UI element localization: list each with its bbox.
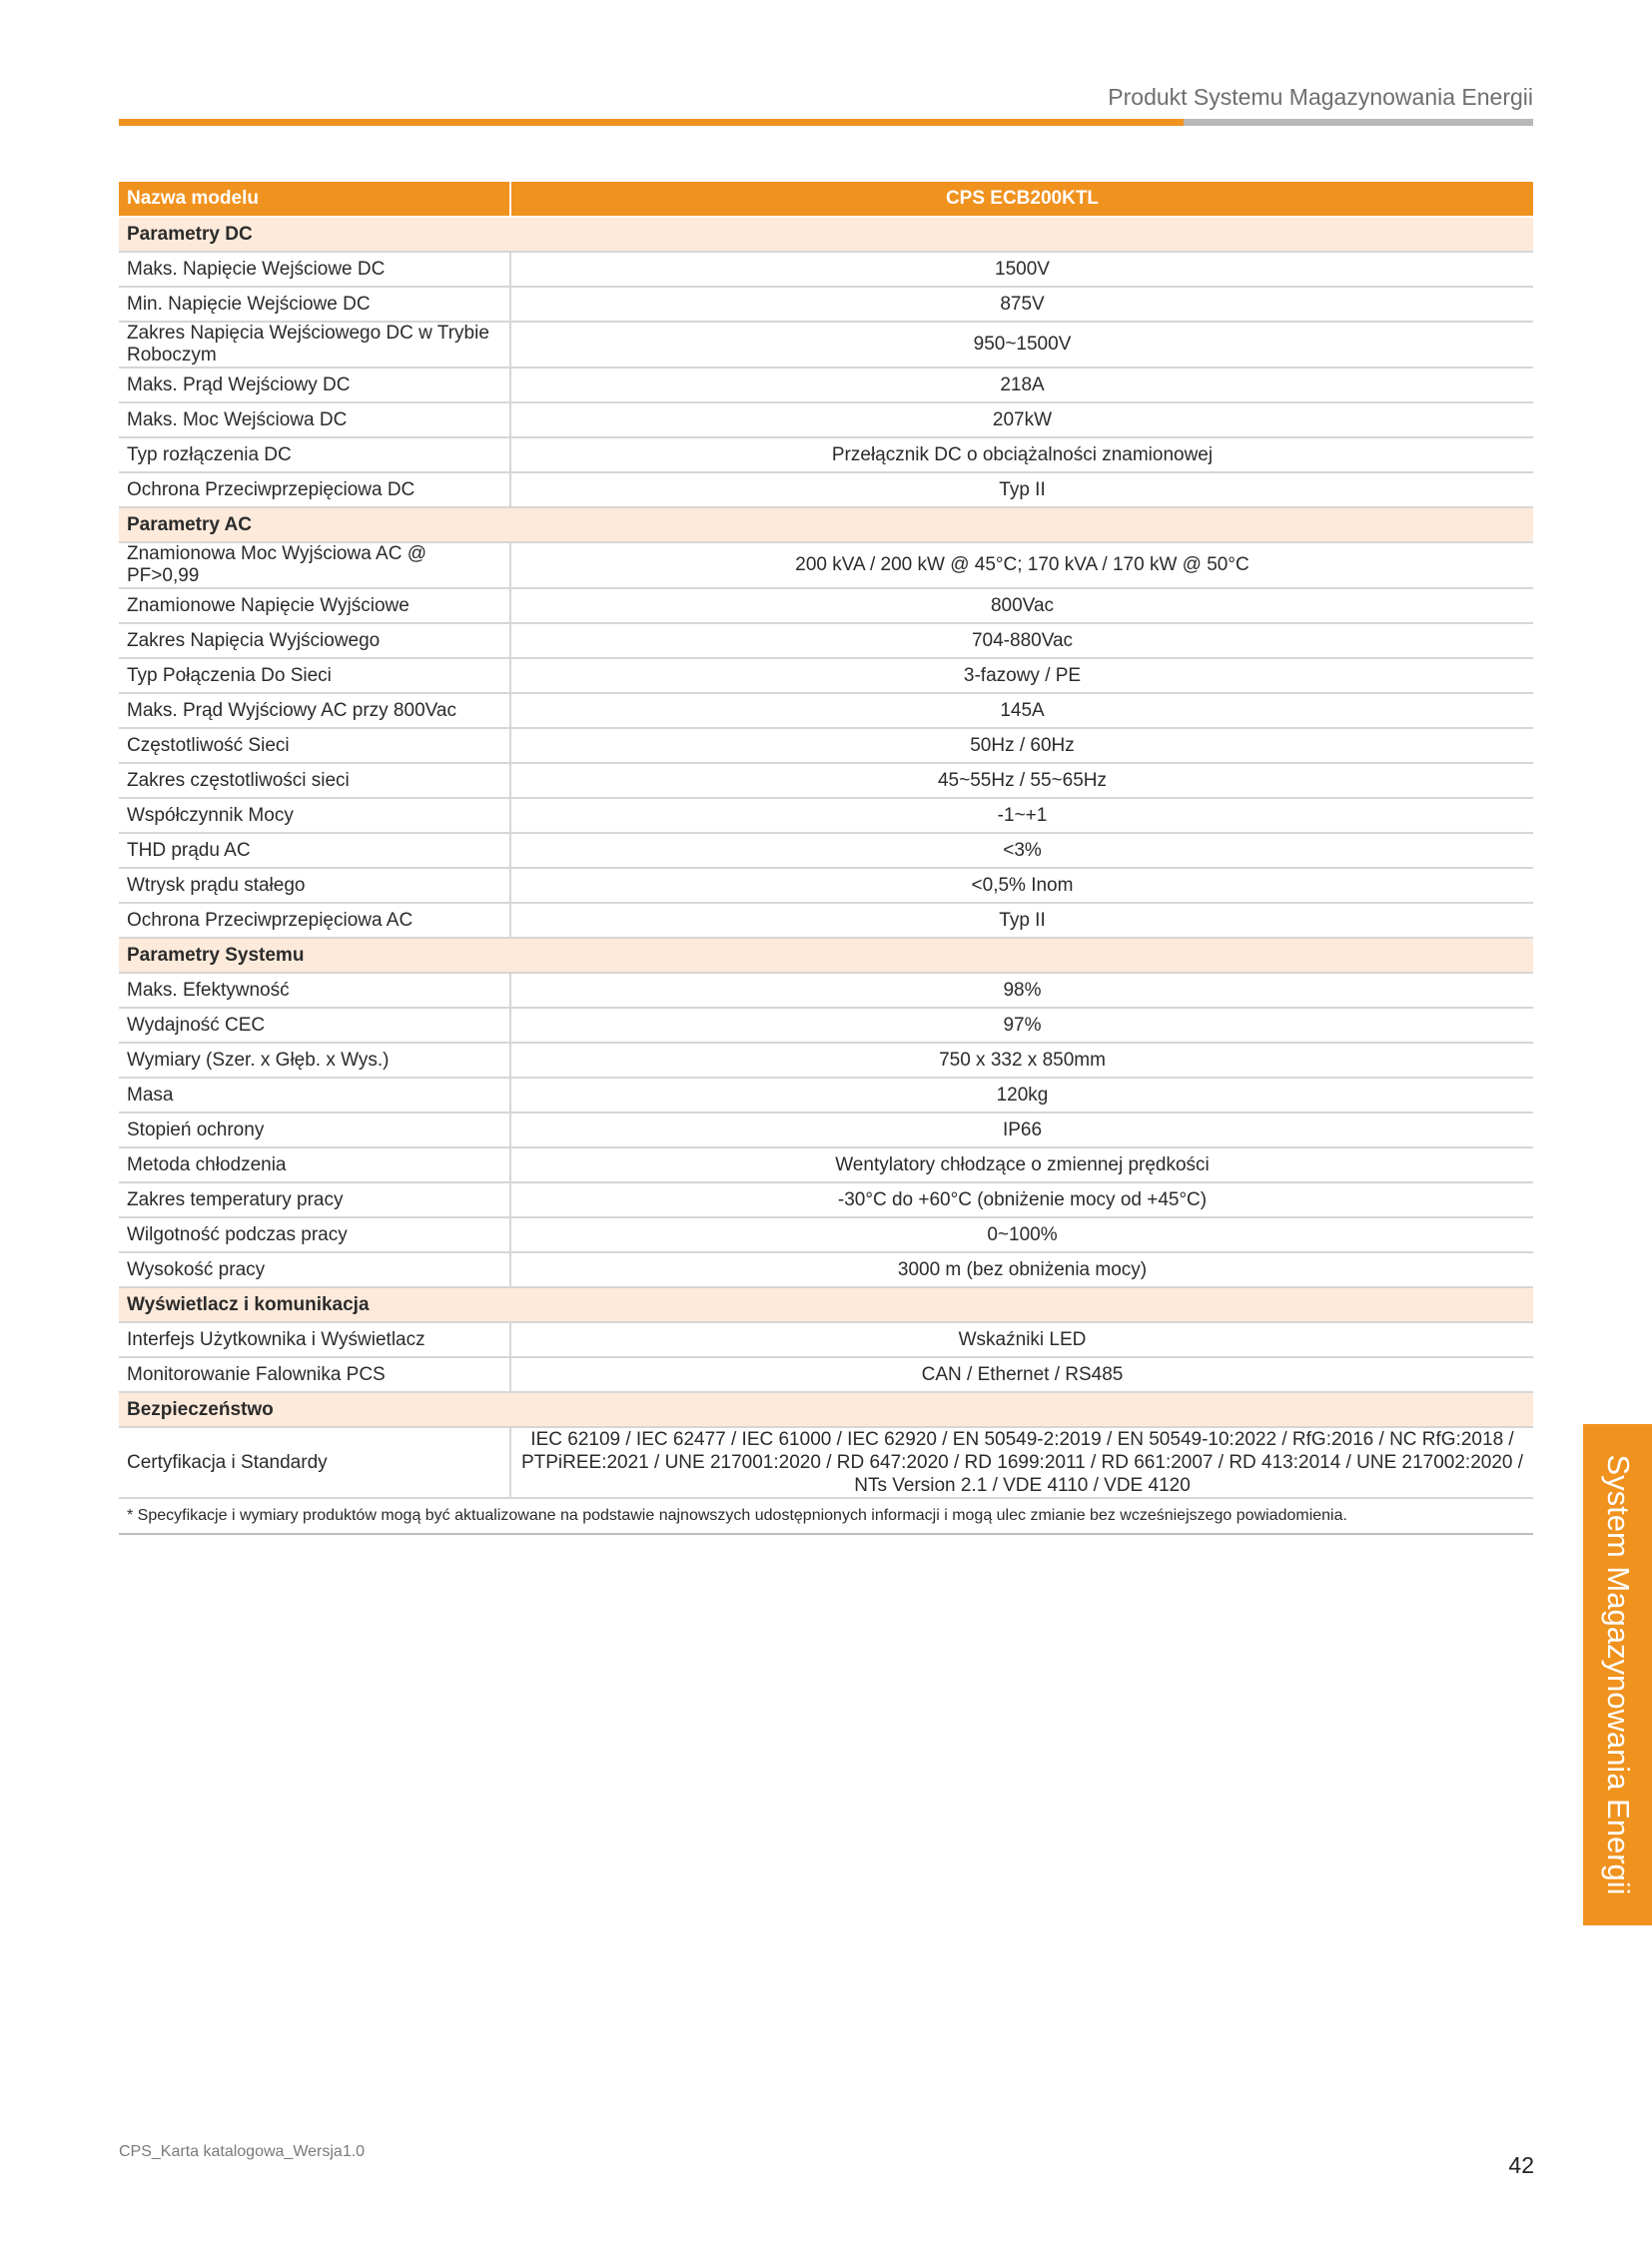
param-value: 3-fazowy / PE bbox=[510, 658, 1533, 693]
param-label: Typ Połączenia Do Sieci bbox=[119, 658, 510, 693]
table-row bbox=[119, 1322, 1533, 1357]
section-header-row bbox=[119, 1392, 1533, 1427]
param-label: Wtrysk prądu stałego bbox=[119, 868, 510, 903]
header-divider bbox=[119, 119, 1533, 126]
param-label: Częstotliwość Sieci bbox=[119, 728, 510, 763]
table-row bbox=[119, 1182, 1533, 1217]
param-value: 0~100% bbox=[510, 1217, 1533, 1252]
param-value: -30°C do +60°C (obniżenie mocy od +45°C) bbox=[510, 1182, 1533, 1217]
table-row bbox=[119, 763, 1533, 798]
param-label: Typ rozłączenia DC bbox=[119, 437, 510, 472]
param-value: IEC 62109 / IEC 62477 / IEC 61000 / IEC 62920 / EN 50549-2:2019 / EN 50549-10:2022 / RfG:2016 / NC RfG:2018 / PTPiREE:2021 / UNE 217001:2020 / RD 647:2020 / RD 1699:2011 / RD 661:2007 / RD 413:2014 / UNE 217002:2020 / NTs Version 2.1 / VDE 4110 / VDE 4120 bbox=[510, 1427, 1533, 1498]
table-header-row bbox=[119, 182, 1533, 217]
param-label: Wilgotność podczas pracy bbox=[119, 1217, 510, 1252]
param-label: Maks. Napięcie Wejściowe DC bbox=[119, 252, 510, 287]
param-label: Min. Napięcie Wejściowe DC bbox=[119, 287, 510, 322]
param-label: THD prądu AC bbox=[119, 833, 510, 868]
param-value: 120kg bbox=[510, 1078, 1533, 1113]
param-value: -1~+1 bbox=[510, 798, 1533, 833]
param-label: Współczynnik Mocy bbox=[119, 798, 510, 833]
param-value: CAN / Ethernet / RS485 bbox=[510, 1357, 1533, 1392]
section-header-row bbox=[119, 507, 1533, 542]
param-label: Wydajność CEC bbox=[119, 1008, 510, 1043]
param-value: Wentylatory chłodzące o zmiennej prędkości bbox=[510, 1147, 1533, 1182]
param-value: 200 kVA / 200 kW @ 45°C; 170 kVA / 170 kW @ 50°C bbox=[510, 542, 1533, 588]
spec-table bbox=[119, 182, 1533, 1535]
param-value: 3000 m (bez obniżenia mocy) bbox=[510, 1252, 1533, 1287]
section-header-row bbox=[119, 217, 1533, 252]
param-value: 207kW bbox=[510, 402, 1533, 437]
page-number: 42 bbox=[1508, 2152, 1534, 2178]
param-value: 45~55Hz / 55~65Hz bbox=[510, 763, 1533, 798]
table-row bbox=[119, 402, 1533, 437]
param-value: 218A bbox=[510, 368, 1533, 402]
section-title: Parametry AC bbox=[119, 507, 1533, 542]
param-label: Interfejs Użytkownika i Wyświetlacz bbox=[119, 1322, 510, 1357]
param-value: 800Vac bbox=[510, 588, 1533, 623]
table-row bbox=[119, 798, 1533, 833]
param-value: 875V bbox=[510, 287, 1533, 322]
table-row bbox=[119, 1113, 1533, 1147]
param-value: 704-880Vac bbox=[510, 623, 1533, 658]
page-header-title: Produkt Systemu Magazynowania Energii bbox=[1108, 84, 1533, 110]
param-label: Metoda chłodzenia bbox=[119, 1147, 510, 1182]
footnote-row bbox=[119, 1498, 1533, 1534]
table-row bbox=[119, 588, 1533, 623]
param-label: Zakres temperatury pracy bbox=[119, 1182, 510, 1217]
param-value: 950~1500V bbox=[510, 322, 1533, 368]
table-row bbox=[119, 973, 1533, 1008]
table-row bbox=[119, 1008, 1533, 1043]
param-label: Zakres częstotliwości sieci bbox=[119, 763, 510, 798]
param-value: Typ II bbox=[510, 903, 1533, 938]
param-label: Maks. Efektywność bbox=[119, 973, 510, 1008]
table-row bbox=[119, 472, 1533, 507]
param-value: 145A bbox=[510, 693, 1533, 728]
table-row bbox=[119, 1427, 1533, 1498]
param-label: Zakres Napięcia Wejściowego DC w Trybie Roboczym bbox=[119, 322, 510, 368]
param-value: 50Hz / 60Hz bbox=[510, 728, 1533, 763]
table-row bbox=[119, 1043, 1533, 1078]
table-row bbox=[119, 868, 1533, 903]
section-header-row bbox=[119, 1287, 1533, 1322]
footer-doc-name: CPS_Karta katalogowa_Wersja1.0 bbox=[119, 2143, 366, 2160]
param-label: Wysokość pracy bbox=[119, 1252, 510, 1287]
param-label: Wymiary (Szer. x Głęb. x Wys.) bbox=[119, 1043, 510, 1078]
param-label: Monitorowanie Falownika PCS bbox=[119, 1357, 510, 1392]
table-row bbox=[119, 1147, 1533, 1182]
side-tab bbox=[1583, 1424, 1652, 1925]
param-value: 97% bbox=[510, 1008, 1533, 1043]
section-title: Parametry Systemu bbox=[119, 938, 1533, 973]
table-row bbox=[119, 1357, 1533, 1392]
param-label: Maks. Moc Wejściowa DC bbox=[119, 402, 510, 437]
section-title: Bezpieczeństwo bbox=[119, 1392, 1533, 1427]
header-divider-accent bbox=[119, 119, 1184, 126]
model-value: CPS ECB200KTL bbox=[510, 182, 1533, 217]
model-label: Nazwa modelu bbox=[119, 182, 510, 217]
section-title: Parametry DC bbox=[119, 217, 1533, 252]
param-label: Masa bbox=[119, 1078, 510, 1113]
table-row bbox=[119, 623, 1533, 658]
param-value: 1500V bbox=[510, 252, 1533, 287]
side-tab-label: System Magazynowania Energii bbox=[1600, 1454, 1636, 1895]
param-value: <3% bbox=[510, 833, 1533, 868]
table-row bbox=[119, 287, 1533, 322]
table-row bbox=[119, 252, 1533, 287]
param-label: Zakres Napięcia Wyjściowego bbox=[119, 623, 510, 658]
param-value: IP66 bbox=[510, 1113, 1533, 1147]
param-value: Wskaźniki LED bbox=[510, 1322, 1533, 1357]
param-value: Typ II bbox=[510, 472, 1533, 507]
param-value: 750 x 332 x 850mm bbox=[510, 1043, 1533, 1078]
param-label: Maks. Prąd Wejściowy DC bbox=[119, 368, 510, 402]
table-row bbox=[119, 658, 1533, 693]
param-label: Znamionowe Napięcie Wyjściowe bbox=[119, 588, 510, 623]
param-label: Znamionowa Moc Wyjściowa AC @ PF>0,99 bbox=[119, 542, 510, 588]
param-value: Przełącznik DC o obciążalności znamionowej bbox=[510, 437, 1533, 472]
param-label: Certyfikacja i Standardy bbox=[119, 1427, 510, 1498]
table-row bbox=[119, 693, 1533, 728]
table-row bbox=[119, 368, 1533, 402]
table-row bbox=[119, 833, 1533, 868]
table-row bbox=[119, 1078, 1533, 1113]
section-title: Wyświetlacz i komunikacja bbox=[119, 1287, 1533, 1322]
param-label: Stopień ochrony bbox=[119, 1113, 510, 1147]
table-row bbox=[119, 437, 1533, 472]
param-label: Ochrona Przeciwprzepięciowa AC bbox=[119, 903, 510, 938]
param-label: Ochrona Przeciwprzepięciowa DC bbox=[119, 472, 510, 507]
param-value: <0,5% Inom bbox=[510, 868, 1533, 903]
param-label: Maks. Prąd Wyjściowy AC przy 800Vac bbox=[119, 693, 510, 728]
table-row bbox=[119, 1217, 1533, 1252]
table-row bbox=[119, 542, 1533, 588]
table-row bbox=[119, 903, 1533, 938]
param-value: 98% bbox=[510, 973, 1533, 1008]
table-row bbox=[119, 1252, 1533, 1287]
footnote: * Specyfikacje i wymiary produktów mogą być aktualizowane na podstawie najnowszych udostępnionych informacji i mogą ulec zmianie bez wcześniejszego powiadomienia. bbox=[119, 1498, 1533, 1534]
section-header-row bbox=[119, 938, 1533, 973]
table-row bbox=[119, 728, 1533, 763]
table-row bbox=[119, 322, 1533, 368]
